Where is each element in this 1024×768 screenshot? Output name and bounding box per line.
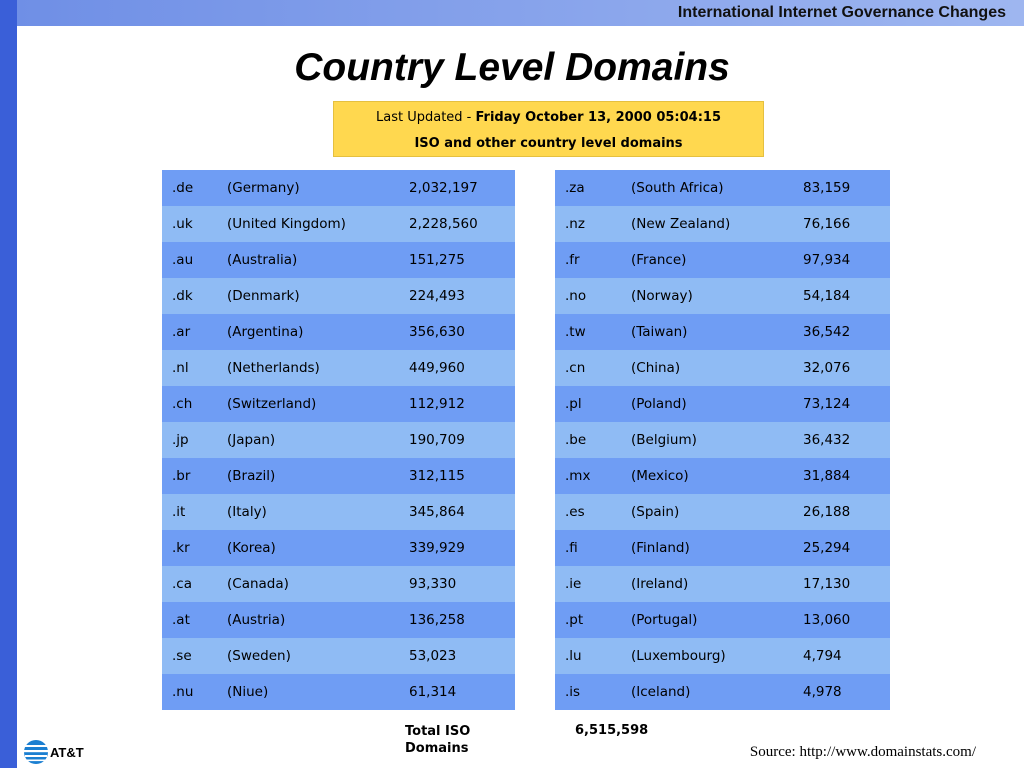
domain-tld: .pt [555,602,621,638]
domain-tld: .br [162,458,217,494]
table-row [162,242,515,278]
domain-count: 36,432 [793,422,890,458]
domain-tld: .ca [162,566,217,602]
source-citation: Source: http://www.domainstats.com/ [749,744,976,760]
country-name: (Japan) [217,422,399,458]
country-name: (United Kingdom) [217,206,399,242]
domain-count: 2,032,197 [399,170,515,206]
country-name: (Iceland) [621,674,793,710]
domain-count: 339,929 [399,530,515,566]
left-accent-bar [0,0,17,768]
domain-count: 112,912 [399,386,515,422]
domain-tld: .nu [162,674,217,710]
country-name: (Argentina) [217,314,399,350]
domain-tld: .at [162,602,217,638]
domain-tld: .nz [555,206,621,242]
domain-tld: .es [555,494,621,530]
att-logo-text: AT&T [50,745,84,760]
domain-count: 13,060 [793,602,890,638]
country-name: (Austria) [217,602,399,638]
domain-count: 31,884 [793,458,890,494]
country-name: (South Africa) [621,170,793,206]
domain-tld: .dk [162,278,217,314]
domain-count: 54,184 [793,278,890,314]
table-row [162,422,515,458]
domain-tld: .jp [162,422,217,458]
domain-count: 345,864 [399,494,515,530]
table-row [162,206,515,242]
domain-count: 151,275 [399,242,515,278]
table-row [555,206,890,242]
table-row [555,458,890,494]
table-row [555,530,890,566]
country-name: (Belgium) [621,422,793,458]
table-row [555,674,890,710]
country-name: (Australia) [217,242,399,278]
domain-tld: .nl [162,350,217,386]
domain-count: 97,934 [793,242,890,278]
domain-count: 93,330 [399,566,515,602]
country-name: (Korea) [217,530,399,566]
domain-count: 2,228,560 [399,206,515,242]
table-row [162,458,515,494]
table-row [162,278,515,314]
domain-tld: .fi [555,530,621,566]
table-row [555,314,890,350]
domain-tld: .cn [555,350,621,386]
country-name: (Germany) [217,170,399,206]
country-name: (Canada) [217,566,399,602]
table-row [555,566,890,602]
domain-tld: .kr [162,530,217,566]
domain-count: 76,166 [793,206,890,242]
domain-count: 83,159 [793,170,890,206]
country-name: (Norway) [621,278,793,314]
table-row [162,638,515,674]
country-name: (Spain) [621,494,793,530]
last-updated-line [334,110,763,126]
country-name: (Taiwan) [621,314,793,350]
domain-table-left [162,170,515,710]
domain-count: 36,542 [793,314,890,350]
country-name: (Portugal) [621,602,793,638]
domain-count: 53,023 [399,638,515,674]
table-row [555,386,890,422]
country-name: (Ireland) [621,566,793,602]
domain-tld: .pl [555,386,621,422]
domain-count: 73,124 [793,386,890,422]
table-row [555,170,890,206]
table-row [162,530,515,566]
domain-tld: .mx [555,458,621,494]
country-name: (Sweden) [217,638,399,674]
domain-count: 356,630 [399,314,515,350]
country-name: (Finland) [621,530,793,566]
domain-count: 25,294 [793,530,890,566]
country-name: (Switzerland) [217,386,399,422]
table-row [162,386,515,422]
domain-count: 32,076 [793,350,890,386]
total-label: Total ISO Domains [405,724,471,756]
country-name: (Netherlands) [217,350,399,386]
table-row [162,602,515,638]
country-name: (Brazil) [217,458,399,494]
table-row [555,350,890,386]
table-row [555,278,890,314]
domain-count: 136,258 [399,602,515,638]
table-row [555,602,890,638]
table-row [162,314,515,350]
table-row [162,674,515,710]
domain-table-right [555,170,890,710]
domain-count: 312,115 [399,458,515,494]
table-row [162,350,515,386]
table-row [555,242,890,278]
country-name: (China) [621,350,793,386]
domain-tld: .za [555,170,621,206]
country-name: (Denmark) [217,278,399,314]
last-updated-box [333,101,764,157]
country-name: (Poland) [621,386,793,422]
domain-tld: .au [162,242,217,278]
country-name: (New Zealand) [621,206,793,242]
domain-tld: .fr [555,242,621,278]
domain-tld: .no [555,278,621,314]
domain-tld: .de [162,170,217,206]
header-title: International Internet Governance Changes [677,4,1006,21]
domain-count: 190,709 [399,422,515,458]
table-row [162,494,515,530]
domain-count: 17,130 [793,566,890,602]
country-name: (Mexico) [621,458,793,494]
domain-count: 26,188 [793,494,890,530]
domain-tld: .it [162,494,217,530]
table-row [555,422,890,458]
domain-count: 449,960 [399,350,515,386]
domain-tld: .ar [162,314,217,350]
country-name: (Luxembourg) [621,638,793,674]
table-row [162,566,515,602]
table-row [162,170,515,206]
domain-count: 224,493 [399,278,515,314]
table-row [555,638,890,674]
domain-tld: .ie [555,566,621,602]
domain-count: 4,978 [793,674,890,710]
domain-tld: .lu [555,638,621,674]
country-name: (Italy) [217,494,399,530]
domain-tld: .be [555,422,621,458]
last-updated-prefix: Last Updated - [376,110,476,125]
top-header-bar [17,0,1024,26]
domain-tld: .is [555,674,621,710]
domain-tld: .tw [555,314,621,350]
domain-count: 61,314 [399,674,515,710]
country-name: (Niue) [217,674,399,710]
domain-tld: .uk [162,206,217,242]
table-row [555,494,890,530]
domain-count: 4,794 [793,638,890,674]
domains-subtitle: ISO and other country level domains [414,136,683,151]
domain-tld: .ch [162,386,217,422]
country-name: (France) [621,242,793,278]
domain-tld: .se [162,638,217,674]
total-value: 6,515,598 [575,723,649,738]
slide-title: Country Level Domains [294,46,730,89]
last-updated-date: Friday October 13, 2000 05:04:15 [475,110,721,125]
